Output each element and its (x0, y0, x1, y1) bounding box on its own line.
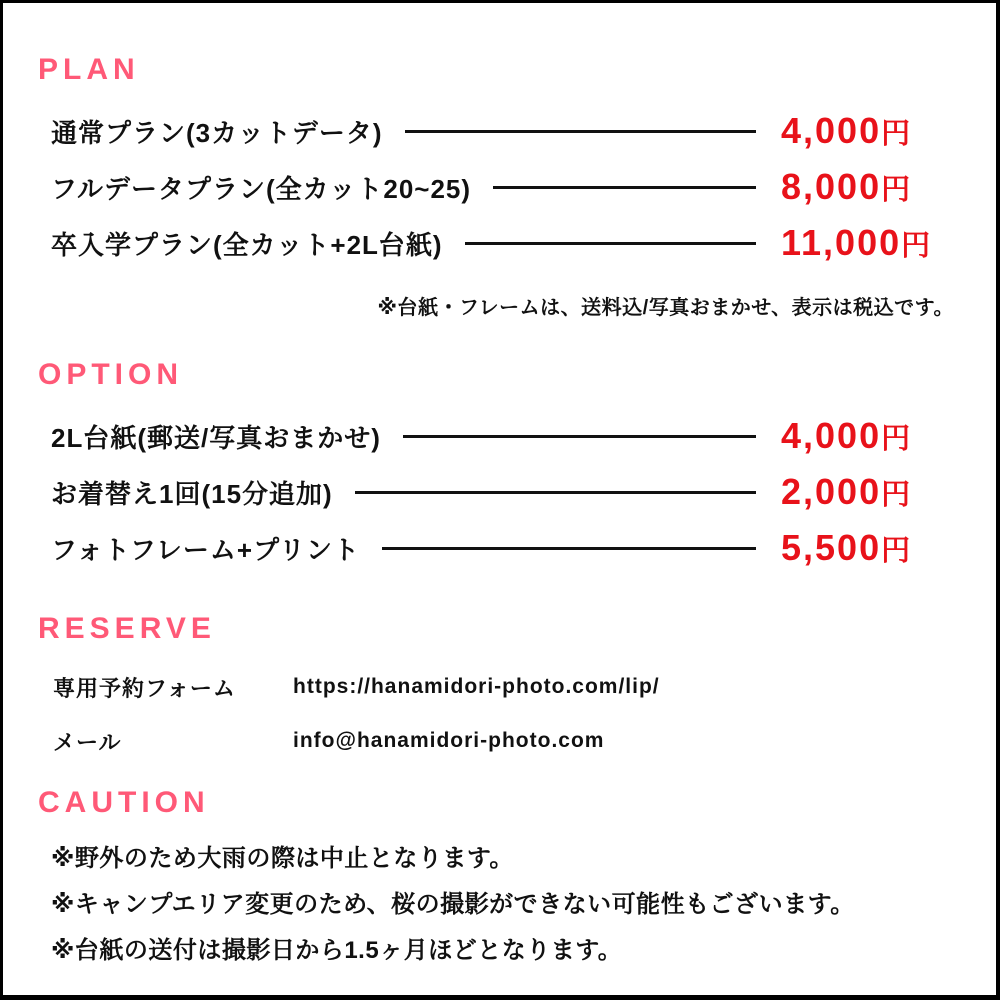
option-row-price (781, 471, 966, 513)
plan-heading: PLAN (38, 53, 140, 86)
reserve-form-url-link[interactable]: https://hanamidori-photo.com/lip/ (293, 675, 660, 698)
price-line (382, 547, 756, 550)
plan-row-price (781, 166, 966, 208)
plan-row-price (781, 110, 966, 152)
reserve-rows (53, 660, 966, 768)
tax-note: ※台紙・フレームは、送料込/写真おまかせ、表示は税込です。 (377, 297, 954, 319)
option-row (51, 464, 966, 520)
reserve-heading: RESERVE (38, 612, 216, 645)
reserve-row (53, 714, 966, 768)
plan-rows (51, 103, 966, 271)
caution-line: ※台紙の送付は撮影日から1.5ヶ月ほどとなります。 (51, 937, 623, 964)
option-row (51, 520, 966, 576)
price-line (465, 242, 756, 245)
price-value: 11,000 (781, 222, 902, 263)
price-unit: 円 (881, 479, 911, 511)
reserve-mail-address-link[interactable]: info@hanamidori-photo.com (293, 729, 605, 752)
reserve-section (38, 614, 966, 768)
reserve-form-label: 専用予約フォーム (53, 675, 236, 701)
plan-section (38, 55, 966, 320)
option-rows (51, 408, 966, 576)
plan-row (51, 159, 966, 215)
option-row-label: お着替え1回(15分追加) (51, 478, 333, 509)
caution-lines (51, 836, 966, 974)
price-unit: 円 (881, 174, 911, 206)
price-value: 4,000 (781, 415, 882, 456)
plan-row (51, 215, 966, 271)
caution-line: ※キャンプエリア変更のため、桜の撮影ができない可能性もございます。 (51, 891, 855, 918)
price-unit: 円 (881, 423, 911, 455)
price-value: 8,000 (781, 166, 882, 207)
option-section (38, 360, 966, 576)
price-value: 2,000 (781, 471, 882, 512)
plan-row-label: 卒入学プラン(全カット+2L台紙) (51, 229, 443, 260)
price-line (403, 435, 756, 438)
price-line (355, 491, 756, 494)
plan-row-price (781, 222, 966, 264)
caution-heading: CAUTION (38, 786, 210, 819)
plan-row-label: フルデータプラン(全カット20~25) (51, 173, 472, 204)
plan-row (51, 103, 966, 159)
price-line (405, 130, 756, 133)
price-unit: 円 (881, 118, 911, 150)
price-value: 4,000 (781, 110, 882, 151)
reserve-mail-label: メール (53, 729, 122, 755)
plan-row-label: 通常プラン(3カットデータ) (51, 117, 383, 148)
option-heading: OPTION (38, 358, 184, 391)
caution-line: ※野外のため大雨の際は中止となります。 (51, 845, 514, 872)
option-row-label: フォトフレーム+プリント (51, 534, 361, 565)
option-row (51, 408, 966, 464)
option-row-price (781, 415, 966, 457)
price-unit: 円 (881, 535, 911, 567)
reserve-row (53, 660, 966, 714)
option-row-label: 2L台紙(郵送/写真おまかせ) (51, 422, 381, 453)
price-line (493, 186, 756, 189)
price-value: 5,500 (781, 527, 882, 568)
price-unit: 円 (901, 230, 931, 262)
option-row-price (781, 527, 966, 569)
caution-section (38, 788, 966, 974)
price-sheet-content (3, 3, 996, 974)
